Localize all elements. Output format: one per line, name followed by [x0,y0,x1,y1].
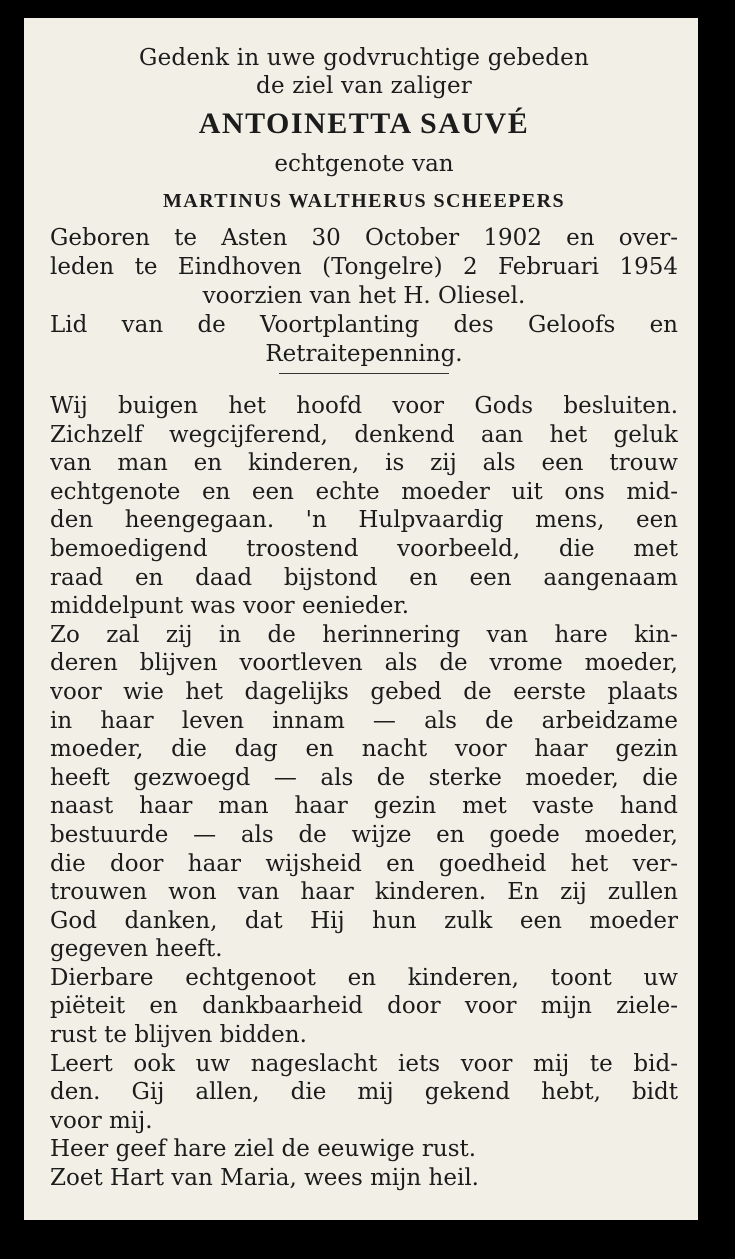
bio-line: Retraitepenning. [265,341,463,367]
body-line: middelpunt was voor eenieder. [50,593,410,620]
body-line: Zoet Hart van Maria, wees mijn heil. [50,1165,479,1192]
body-line: Leert ook uw nageslacht iets voor mij te bid- [50,1050,678,1077]
body-line: gegeven heeft. [50,936,223,963]
body-line: Zichzelf wegcijferend, denkend aan het geluk [50,421,678,448]
bio-line: leden te Eindhoven (Tongelre) 2 Februari 1954 [50,254,678,280]
divider-line [279,373,449,374]
intro-line: de ziel van zaliger [256,73,472,99]
body-line: voor wie het dagelijks gebed de eerste plaats [50,678,678,705]
bio-line: Geboren te Asten 30 October 1902 en over- [50,225,678,251]
body-line: raad en daad bijstond en een aangenaam [50,564,678,591]
body-line: in haar leven innam — als de arbeidzame [50,707,678,734]
body-line: Wij buigen het hoofd voor Gods besluiten. [50,393,678,419]
bio-line: Lid van de Voortplanting des Geloofs en [50,312,678,338]
body-line: naast haar man haar gezin met vaste hand [50,793,678,820]
body-line: den. Gij allen, die mij gekend hebt, bidt [50,1079,678,1106]
bio-line: voorzien van het H. Oliesel. [202,283,526,309]
body-text [50,392,678,1193]
body-line: Zo zal zij in de herinnering van hare kin- [50,621,678,648]
body-line: heeft gezwoegd — als de sterke moeder, die [50,764,678,791]
body-line: bestuurde — als de wijze en goede moeder, [50,821,678,848]
spouse-label: echtgenote van [274,151,454,177]
body-line: echtgenote en een echte moeder uit ons mid- [50,478,678,505]
body-line: die door haar wijsheid en goedheid het ver- [50,850,678,877]
body-line: rust te blijven bidden. [50,1022,307,1049]
intro-line: Gedenk in uwe godvruchtige gebeden [139,45,589,71]
body-line: deren blijven voortleven als de vrome moeder, [50,650,678,677]
bio-section [50,224,678,369]
body-line: piëteit en dankbaarheid door voor mijn ziele- [50,993,678,1020]
memorial-card [24,18,698,1220]
body-line: van man en kinderen, is zij als een trouw [50,450,678,477]
deceased-name: ANTOINETTA SAUVÉ [198,107,530,140]
body-line: bemoedigend troostend voorbeeld, die met [50,535,678,562]
body-line: voor mij. [50,1107,153,1134]
body-line: trouwen won van haar kinderen. En zij zullen [50,879,678,906]
body-line: Dierbare echtgenoot en kinderen, toont uw [50,964,678,991]
body-line: God danken, dat Hij hun zulk een moeder [50,907,678,934]
spouse-name: MARTINUS WALTHERUS SCHEEPERS [163,190,565,212]
body-line: den heengegaan. 'n Hulpvaardig mens, een [50,507,678,534]
intro-text [50,44,678,100]
body-line: Heer geef hare ziel de eeuwige rust. [50,1136,477,1163]
body-line: moeder, die dag en nacht voor haar gezin [50,736,678,763]
